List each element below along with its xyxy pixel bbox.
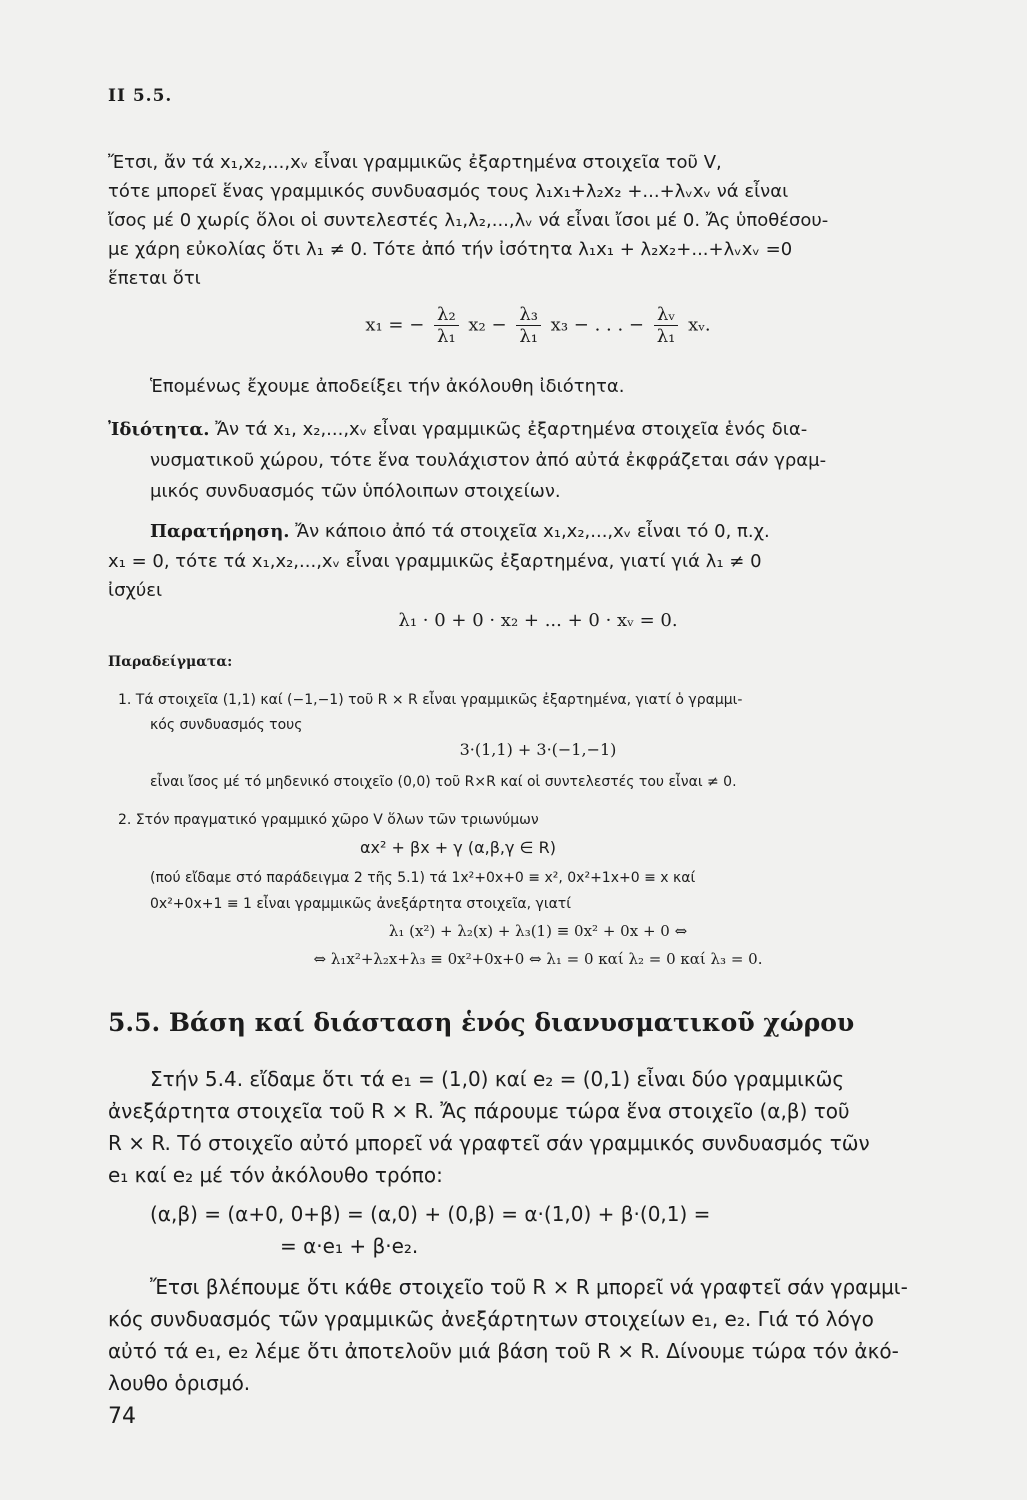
intro-line: ἕπεται ὅτι <box>108 268 201 289</box>
example-formula: αx² + βx + γ (α,β,γ ∈ R) <box>360 838 556 857</box>
section-paragraph-line: αὐτό τά e₁, e₂ λέμε ὅτι ἀποτελοῦν μιά βάση τοῦ R × R. Δίνουμε τώρα τόν ἀκό- <box>108 1339 899 1363</box>
example-formula: 3·(1,1) + 3·(−1,−1) <box>459 740 617 759</box>
property-label: Ἰδιότητα. <box>108 419 210 440</box>
example-formula: ⇔ λ₁x²+λ₂x+λ₃ ≡ 0x²+0x+0 ⇔ λ₁ = 0 καί λ₂ = 0 καί λ₃ = 0. <box>313 950 763 968</box>
fraction-num: λ₃ <box>516 304 541 326</box>
formula-term: x₃ − . . . − <box>550 314 644 336</box>
example-line: εἶναι ἴσος μέ τό μηδενικό στοιχεῖο (0,0) τοῦ R×R καί οἱ συντελεστές του εἶναι ≠ 0. <box>150 774 737 790</box>
consequence-line: Ἑπομένως ἔχουμε ἀποδείξει τήν ἀκόλουθη ἰδιότητα. <box>150 376 625 397</box>
section-paragraph-line: ἀνεξάρτητα στοιχεῖα τοῦ R × R. Ἄς πάρουμε τώρα ἕνα στοιχεῖο (α,β) τοῦ <box>108 1099 850 1123</box>
example-line: 0x²+0x+1 ≡ 1 εἶναι γραμμικῶς ἀνεξάρτητα στοιχεῖα, γιατί <box>150 896 571 912</box>
section-paragraph-line: Στήν 5.4. εἴδαμε ὅτι τά e₁ = (1,0) καί e₂ = (0,1) εἶναι δύο γραμμικῶς <box>150 1067 845 1091</box>
remark-line: x₁ = 0, τότε τά x₁,x₂,...,xᵥ εἶναι γραμμικῶς ἐξαρτημένα, γιατί γιά λ₁ ≠ 0 <box>108 551 762 572</box>
fraction-den: λ₁ <box>656 326 676 347</box>
fraction <box>516 304 541 347</box>
remark-line: ἰσχύει <box>108 580 163 601</box>
remark-formula: λ₁ · 0 + 0 · x₂ + ... + 0 · xᵥ = 0. <box>398 610 678 631</box>
running-header: II 5.5. <box>108 86 173 106</box>
section-equation: = α·e₁ + β·e₂. <box>280 1234 419 1258</box>
remark-text: Ἄν κάποιο ἀπό τά στοιχεῖα x₁,x₂,...,xᵥ εἶναι τό 0, π.χ. <box>295 521 770 542</box>
fraction <box>434 304 459 347</box>
property-line: νυσματικοῦ χώρου, τότε ἕνα τουλάχιστον ἀπό αὐτά ἐκφράζεται σάν γραμ- <box>150 450 827 471</box>
formula-term: xᵥ. <box>688 314 711 336</box>
example-line: κός συνδυασμός τους <box>150 717 303 733</box>
section-paragraph-line: e₁ καί e₂ μέ τόν ἀκόλουθο τρόπο: <box>108 1163 443 1187</box>
example-line: 1. Τά στοιχεῖα (1,1) καί (−1,−1) τοῦ R × R εἶναι γραμμικῶς ἐξαρτημένα, γιατί ὁ γραμμι- <box>118 692 743 708</box>
formula-x1 <box>108 304 968 347</box>
intro-line: ἴσος μέ 0 χωρίς ὅλοι οἱ συντελεστές λ₁,λ₂,...,λᵥ νά εἶναι ἴσοι μέ 0. Ἄς ὑποθέσου- <box>108 210 829 231</box>
fraction-den: λ₁ <box>519 326 538 347</box>
section-heading: 5.5. Βάση καί διάσταση ἑνός διανυσματικοῦ χώρου <box>108 1008 855 1037</box>
example-line: 2. Στόν πραγματικό γραμμικό χῶρο V ὅλων τῶν τριωνύμων <box>118 812 539 828</box>
section-paragraph-line: Ἔτσι βλέπουμε ὅτι κάθε στοιχεῖο τοῦ R × R μπορεῖ νά γραφτεῖ σάν γραμμι- <box>150 1275 908 1299</box>
remark-line <box>150 517 968 546</box>
section-paragraph-line: R × R. Τό στοιχεῖο αὐτό μπορεῖ νά γραφτεῖ σάν γραμμικός συνδυασμός τῶν <box>108 1131 870 1155</box>
section-paragraph-line: λουθο ὁρισμό. <box>108 1371 251 1395</box>
fraction <box>654 304 679 347</box>
example-formula: λ₁ (x²) + λ₂(x) + λ₃(1) ≡ 0x² + 0x + 0 ⇔ <box>388 922 688 940</box>
intro-line: Ἔτσι, ἄν τά x₁,x₂,...,xᵥ εἶναι γραμμικῶς ἐξαρτημένα στοιχεῖα τοῦ V, <box>108 152 722 173</box>
fraction-num: λᵥ <box>654 304 679 326</box>
section-equation: (α,β) = (α+0, 0+β) = (α,0) + (0,β) = α·(1,0) + β·(0,1) = <box>150 1202 711 1226</box>
fraction-num: λ₂ <box>434 304 459 326</box>
formula-lhs: x₁ = − <box>365 314 425 336</box>
page-number: 74 <box>108 1404 136 1429</box>
formula-term: x₂ − <box>468 314 507 336</box>
fraction-den: λ₁ <box>437 326 456 347</box>
section-paragraph-line: κός συνδυασμός τῶν γραμμικῶς ἀνεξάρτητων στοιχείων e₁, e₂. Γιά τό λόγο <box>108 1307 874 1331</box>
property-line <box>108 415 968 444</box>
property-line: μικός συνδυασμός τῶν ὑπόλοιπων στοιχείων. <box>150 481 561 502</box>
example-line: (πού εἴδαμε στό παράδειγμα 2 τῆς 5.1) τά 1x²+0x+0 ≡ x², 0x²+1x+0 ≡ x καί <box>150 870 696 886</box>
examples-label: Παραδείγματα: <box>108 654 233 670</box>
intro-line: τότε μπορεῖ ἕνας γραμμικός συνδυασμός τους λ₁x₁+λ₂x₂ +...+λᵥxᵥ νά εἶναι <box>108 181 789 202</box>
remark-label: Παρατήρηση. <box>150 521 290 542</box>
property-text: Ἄν τά x₁, x₂,...,xᵥ εἶναι γραμμικῶς ἐξαρτημένα στοιχεῖα ἑνός δια- <box>215 419 808 440</box>
intro-line: με χάρη εὐκολίας ὅτι λ₁ ≠ 0. Τότε ἀπό τήν ἰσότητα λ₁x₁ + λ₂x₂+...+λᵥxᵥ =0 <box>108 239 793 260</box>
